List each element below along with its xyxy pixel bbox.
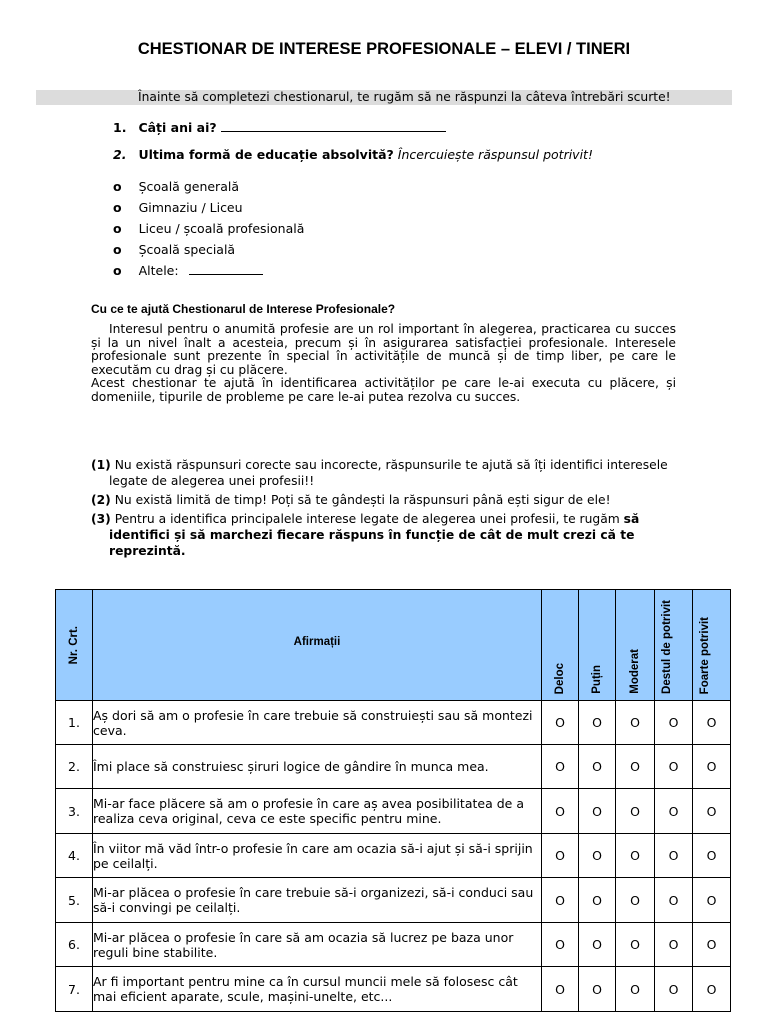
option-item[interactable]: [113, 197, 304, 218]
answer-circle-destul[interactable]: O: [655, 967, 693, 1012]
option-bullet: o: [113, 179, 122, 194]
table-row: [56, 923, 731, 967]
note-1: [91, 457, 681, 489]
education-options: [113, 176, 304, 281]
answer-circle-moderat[interactable]: O: [616, 789, 655, 834]
row-number: 6.: [56, 923, 93, 967]
header-scale-moderat: [616, 590, 655, 701]
age-answer-line[interactable]: [221, 119, 446, 132]
interest-table: [55, 589, 731, 1012]
table-row: [56, 789, 731, 834]
option-label: Altele:: [138, 263, 179, 278]
answer-circle-putin[interactable]: O: [579, 834, 616, 878]
answer-circle-destul[interactable]: O: [655, 789, 693, 834]
answer-circle-putin[interactable]: O: [579, 745, 616, 789]
header-label: Moderat: [629, 649, 641, 694]
intro-text: Înainte să completezi chestionarul, te rugăm să ne răspunzi la câteva întrebări scurte!: [138, 90, 671, 104]
answer-circle-moderat[interactable]: O: [616, 967, 655, 1012]
option-bullet: o: [113, 263, 122, 278]
table-row: [56, 834, 731, 878]
row-number: 1.: [56, 701, 93, 745]
note-emphasis: identifici și să marchezi fiecare răspuns în funcție de cât de mult crezi că te: [109, 528, 635, 542]
option-item[interactable]: [113, 239, 304, 260]
answer-circle-deloc[interactable]: O: [542, 701, 579, 745]
answer-circle-destul[interactable]: O: [655, 878, 693, 923]
option-bullet: o: [113, 200, 122, 215]
answer-circle-putin[interactable]: O: [579, 923, 616, 967]
option-item[interactable]: [113, 260, 304, 281]
note-number: (1): [91, 458, 111, 472]
question-education: [113, 147, 593, 162]
answer-circle-foarte[interactable]: O: [693, 923, 731, 967]
header-nr-crt: [56, 590, 93, 701]
table-row: [56, 701, 731, 745]
row-statement: Ar fi important pentru mine ca în cursul muncii mele să folosesc cât mai eficient aparate, scule, mașini-unelte, etc...: [93, 967, 542, 1012]
row-number: 3.: [56, 789, 93, 834]
row-statement: În viitor mă văd într-o profesie în care am ocazia să-i ajut și să-i sprijin pe ceilalți.: [93, 834, 542, 878]
option-item[interactable]: [113, 218, 304, 239]
header-statements: [93, 590, 542, 701]
answer-circle-destul[interactable]: O: [655, 745, 693, 789]
note-3: [91, 511, 681, 559]
option-label: Gimnaziu / Liceu: [138, 200, 243, 215]
question-number: 1.: [113, 120, 127, 135]
row-number: 4.: [56, 834, 93, 878]
answer-circle-deloc[interactable]: O: [542, 789, 579, 834]
header-label: Destul de potrivit: [660, 600, 673, 694]
option-bullet: o: [113, 221, 122, 236]
note-2: [91, 492, 681, 508]
option-label: Școală generală: [138, 179, 239, 194]
row-statement: Aș dori să am o profesie în care trebuie să construiești sau să montezi ceva.: [93, 701, 542, 745]
question-number: 2.: [113, 147, 127, 162]
answer-circle-putin[interactable]: O: [579, 789, 616, 834]
header-scale-destul: [655, 590, 693, 701]
option-label: Liceu / școală profesională: [138, 221, 305, 236]
answer-circle-deloc[interactable]: O: [542, 878, 579, 923]
note-text: legate de alegerea unei profesii!!: [109, 474, 315, 488]
table-row: [56, 967, 731, 1012]
row-number: 7.: [56, 967, 93, 1012]
question-hint: Încercuiește răspunsul potrivit!: [397, 147, 593, 162]
row-statement: Mi-ar plăcea o profesie în care să am ocazia să lucrez pe baza unor reguli bine stabilite.: [93, 923, 542, 967]
header-scale-foarte: [693, 590, 731, 701]
answer-circle-destul[interactable]: O: [655, 834, 693, 878]
answer-circle-moderat[interactable]: O: [616, 834, 655, 878]
note-text: Nu există limită de timp! Poți să te gândești la răspunsuri până ești sigur de ele!: [114, 493, 611, 507]
row-statement: Mi-ar face plăcere să am o profesie în care aș avea posibilitatea de a realiza ceva original, ceva ce este specific pentru mine.: [93, 789, 542, 834]
header-label: Foarte potrivit: [698, 616, 711, 694]
answer-circle-moderat[interactable]: O: [616, 878, 655, 923]
note-number: (3): [91, 512, 111, 526]
answer-circle-foarte[interactable]: O: [693, 967, 731, 1012]
row-number: 5.: [56, 878, 93, 923]
option-bullet: o: [113, 242, 122, 257]
answer-circle-foarte[interactable]: O: [693, 789, 731, 834]
header-label: Puțin: [591, 665, 603, 694]
section-heading: Cu ce te ajută Chestionarul de Interese Profesionale?: [91, 302, 396, 316]
row-number: 2.: [56, 745, 93, 789]
intro-paragraph: [91, 323, 676, 404]
note-text: Pentru a identifica principalele interese legate de alegerea unei profesii, te rugăm: [114, 512, 620, 526]
other-answer-line[interactable]: [189, 262, 263, 275]
header-scale-deloc: [542, 590, 579, 701]
option-label: Școală specială: [138, 242, 236, 257]
question-text: Ultima formă de educație absolvită?: [138, 147, 394, 162]
answer-circle-putin[interactable]: O: [579, 967, 616, 1012]
question-age: [113, 119, 446, 135]
row-statement: Mi-ar plăcea o profesie în care trebuie să-i organizezi, să-i conduci sau să-i convingi pe ceilalți.: [93, 878, 542, 923]
note-emphasis: să: [623, 512, 640, 526]
note-number: (2): [91, 493, 111, 507]
answer-circle-destul[interactable]: O: [655, 923, 693, 967]
answer-circle-moderat[interactable]: O: [616, 923, 655, 967]
note-text: Nu există răspunsuri corecte sau incorecte, răspunsurile te ajută să îți identifici interesele: [114, 458, 668, 472]
document-title: CHESTIONAR DE INTERESE PROFESIONALE – ELEVI / TINERI: [137, 40, 631, 58]
paragraph-line: Interesul pentru o anumită profesie are un rol important în alegerea, practicarea cu succes și la un nivel înalt a acesteia, precum și în asigurarea satisfacției profesionale. Interesele profesionale sunt prezente în special în activitățile de muncă și de timp liber, pe care le executăm cu drag și cu plăcere.: [91, 322, 676, 377]
answer-circle-destul[interactable]: O: [655, 701, 693, 745]
answer-circle-putin[interactable]: O: [579, 701, 616, 745]
note-emphasis: reprezintă.: [109, 544, 186, 558]
answer-circle-moderat[interactable]: O: [616, 701, 655, 745]
header-scale-putin: [579, 590, 616, 701]
answer-circle-deloc[interactable]: O: [542, 923, 579, 967]
question-text: Câți ani ai?: [138, 120, 217, 135]
header-label: Afirmații: [293, 636, 341, 648]
answer-circle-deloc[interactable]: O: [542, 745, 579, 789]
option-item[interactable]: [113, 176, 304, 197]
answer-circle-moderat[interactable]: O: [616, 745, 655, 789]
table-row: [56, 745, 731, 789]
answer-circle-deloc[interactable]: O: [542, 834, 579, 878]
row-statement: Îmi place să construiesc șiruri logice de gândire în munca mea.: [93, 745, 542, 789]
answer-circle-foarte[interactable]: O: [693, 745, 731, 789]
answer-circle-foarte[interactable]: O: [693, 878, 731, 923]
answer-circle-foarte[interactable]: O: [693, 701, 731, 745]
answer-circle-putin[interactable]: O: [579, 878, 616, 923]
header-label: Nr. Crt.: [68, 625, 80, 665]
header-label: Deloc: [554, 662, 566, 694]
answer-circle-foarte[interactable]: O: [693, 834, 731, 878]
answer-circle-deloc[interactable]: O: [542, 967, 579, 1012]
paragraph-line: Acest chestionar te ajută în identificarea activităților pe care le-ai executa cu plăcere, și domeniile, tipurile de probleme pe care le-ai putea rezolva cu succes.: [91, 376, 676, 404]
table-row: [56, 878, 731, 923]
